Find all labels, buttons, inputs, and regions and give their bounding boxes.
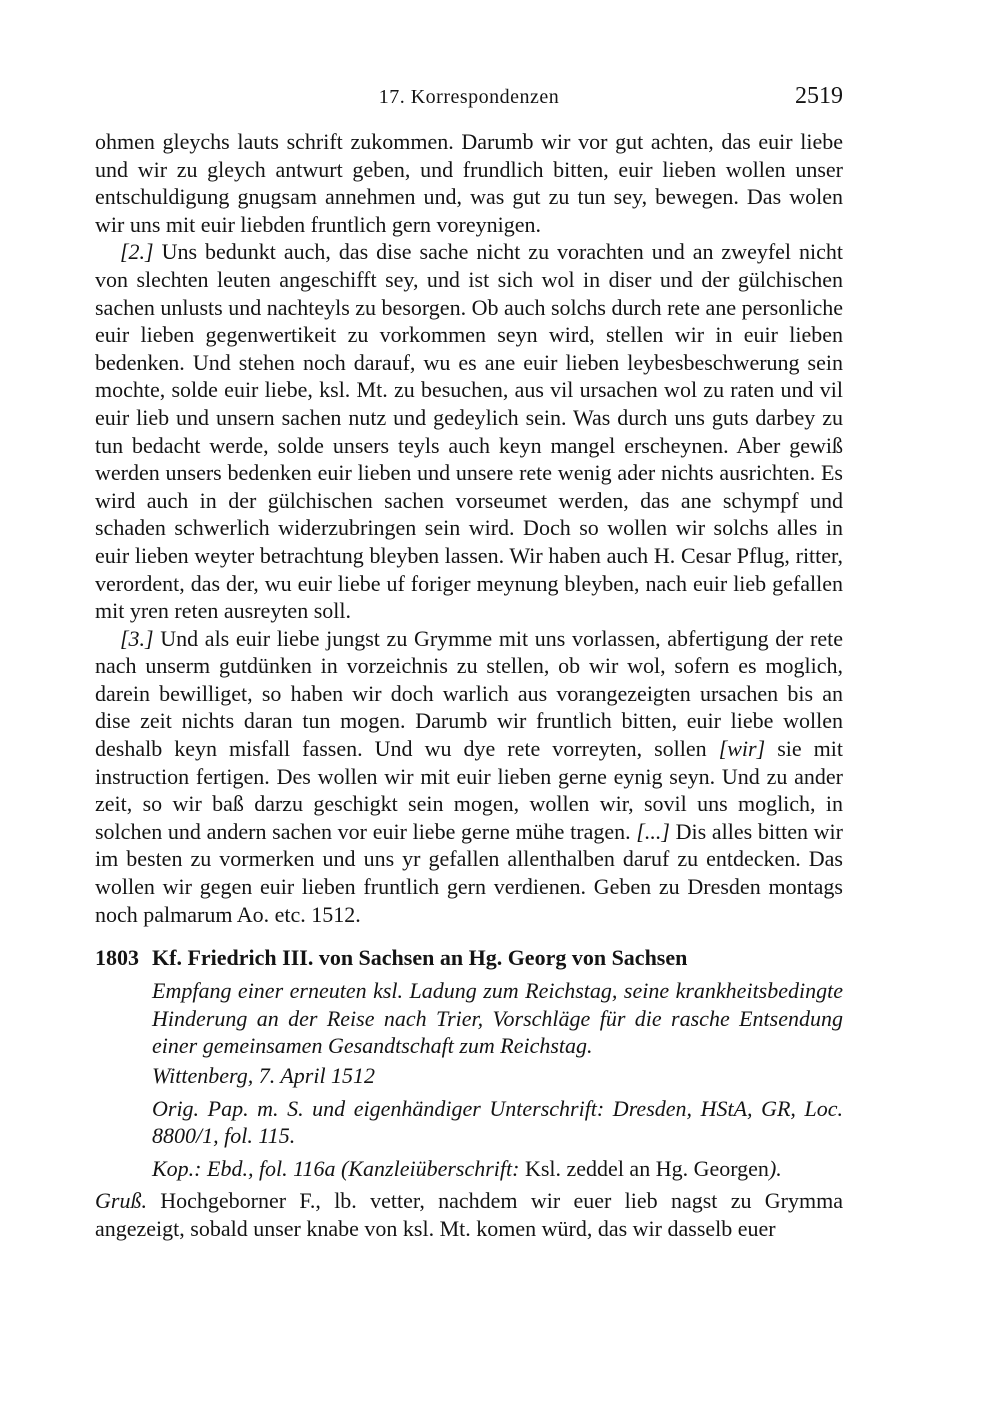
entry-place-date: Wittenberg, 7. April 1512: [152, 1063, 376, 1088]
running-title: 17. Korrespondenzen: [378, 86, 560, 108]
page-number: 2519: [795, 83, 843, 109]
entry-summary: Empfang einer erneuten ksl. Ladung zum Reichstag, seine krankheitsbedingte Hinderung an der Reise nach Trier, Vorschläge für die rasche Entsendung einer gemeinsamen Gesandtschaft zum Reichstag.: [152, 978, 843, 1059]
entry-reference-block: [152, 977, 843, 1182]
entry-title: Kf. Friedrich III. von Sachsen an Hg. Georg von Sachsen: [152, 945, 688, 971]
entry-source-kop: Kop.: Ebd., fol. 116a (Kanzleiüberschrift: Ksl. zeddel an Hg. Georgen).: [152, 1155, 782, 1181]
entry-source-orig: Orig. Pap. m. S. und eigenhändiger Unterschrift: Dresden, HStA, GR, Loc. 8800/1, fol. 115.: [152, 1095, 843, 1149]
paragraph-continuation: ohmen gleychs lauts schrift zukommen. Darumb wir vor gut achten, das euir liebe und wir zu gleych antwurt geben, und frundlich bitten, euir lieben wollen unser entschuldigung gnugsam annehmen und, was gut zu tun sey, bewegen. Das wolen wir uns mit euir liebden fruntlich gern voreynigen.: [95, 129, 843, 237]
entry-number: 1803: [95, 945, 139, 971]
entry-body-paragraph: Gruß. Hochgeborner F., lb. vetter, nachdem wir euer lieb nagst zu Grymma angezeigt, sobald unser knabe von ksl. Mt. komen würd, das wir dasselb euer: [95, 1188, 843, 1241]
page-header: [95, 83, 843, 110]
paragraph-2: [2.] Uns bedunkt auch, das dise sache nicht zu vorachten und an zweyfel nicht von slechten leuten angeschifft sey, und ist sich wol in diser und der gülchischen sachen unlusts und nachteyls zu besorgen. Ob auch solchs durch rete ane personliche euir lieben gegenwertikeit zu vorkommen seyn wird, stellen wir in euir lieben bedenken. Und stehen noch darauf, wu es ane euir lieben leybesbeschwerung sein mochte, solde euir liebe, ksl. Mt. zu besuchen, aus vil ursachen wol zu raten und vil euir lieb und unsern sachen nutz und gedeylich sein. Was durch uns guts darbey zu tun bedacht werde, solde unsers teyls auch keyn mangel erscheynen. Aber gewiß werden unsers bedenken euir lieben und unsere rete wenig ader nichts ausrichten. Es wird auch in der gülchischen sachen vorseumet werden, das ane schympf und schaden schwerlich widerzubringen sein wird. Doch so wollen wir solchs alles in euir lieben weyter betrachtung bleyben lassen. Wir haben auch H. Cesar Pflug, ritter, verordent, das der, wu euir liebe uf foriger meynung bleyben, nach euir lieb gefallen mit yren reten ausreyten soll.: [95, 239, 843, 624]
paragraph-3: [3.] Und als euir liebe jungst zu Grymme mit uns vorlassen, abfertigung der rete nach unserm gutdünken in vorzeichnis zu stellen, ob wir wol, sofern es moglich, darein bewilliget, so haben wir doch warlich aus vorangezeigten ursachen bis an dise zeit nichts daran tun mogen. Darumb wir fruntlich bitten, euir liebe wollen deshalb keyn misfall fassen. Und wu dye rete vorreyten, sollen [wir] sie mit instruction fertigen. Des wollen wir mit euir lieben gerne eynig seyn. Und zu ander zeit, so wir baß darzu geschigkt sein mogen, wollen wir, sovil uns moglich, in solchen und andern sachen vor euir liebe gerne mühe tragen. [...] Dis alles bitten wir im besten zu vormerken und uns yr gefallen allenthalben daruf zu entdecken. Das wollen wir gegen euir lieben fruntlich gern verdienen. Geben zu Dresden montags noch palmarum Ao. etc. 1512.: [95, 625, 844, 927]
entry-heading: [95, 944, 843, 972]
text-column: [95, 83, 843, 1243]
